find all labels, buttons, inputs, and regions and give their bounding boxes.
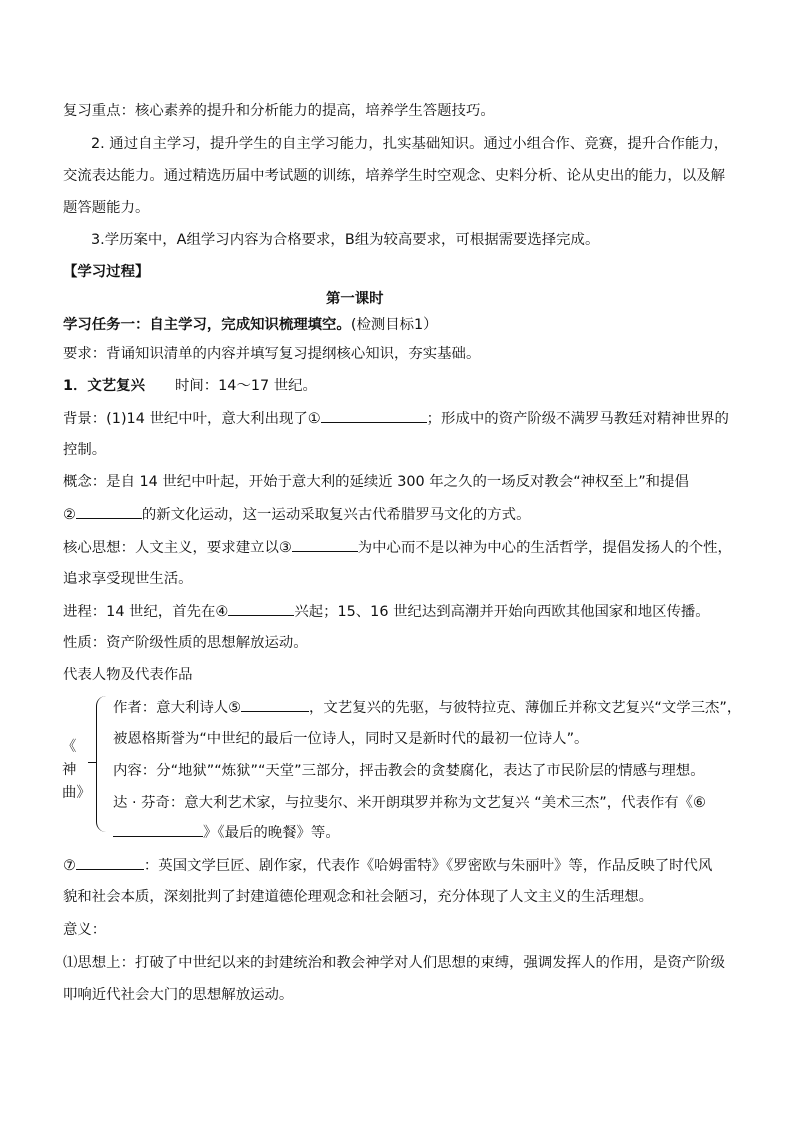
- learning-process-heading: 【学习过程】: [63, 264, 150, 280]
- core-idea-line-1: [63, 537, 732, 558]
- concept-marker: ②: [63, 507, 76, 523]
- nature-line: 性质：资产阶级性质的思想解放运动。: [63, 635, 308, 651]
- task-one-title: 学习任务一：自主学习，完成知识梳理填空。: [63, 317, 351, 333]
- concept-line-1: 概念：是自 14 世纪中叶起，开始于意大利的延续近 300 年之久的一场反对教会“神权至上”和提倡: [63, 474, 689, 490]
- topic-time: 时间：14～17 世纪。: [174, 378, 317, 394]
- objective-2-line-1: 2. 通过自主学习，提升学生的自主学习能力，扎实基础知识。通过小组合作、竞赛，提升合作能力，: [91, 136, 729, 152]
- davinci-line-2: [113, 822, 340, 843]
- davinci-text-b: 》《最后的晚餐》等。: [203, 825, 340, 841]
- background-line: [63, 408, 729, 429]
- significance-line-2: 叩响近代社会大门的思想解放运动。: [63, 987, 294, 1003]
- divine-comedy-label-3: 曲》: [62, 785, 91, 801]
- objective-2-line-3: 题答题能力。: [63, 200, 150, 216]
- core-idea-line-2: 追求享受现世生活。: [63, 571, 193, 587]
- core-text-b: 为中心而不是以神为中心的生活哲学，提倡发扬人的个性，: [357, 540, 732, 556]
- background-text-a: 背景：(1)14 世纪中叶，意大利出现了①: [63, 411, 321, 427]
- topic-title: 1．文艺复兴: [63, 378, 145, 394]
- dante-author-line: [113, 697, 741, 718]
- blank-4: [228, 601, 294, 616]
- review-focus-line: 复习重点：核心素养的提升和分析能力的提高，培养学生答题技巧。: [63, 103, 495, 119]
- task-one-line: [63, 315, 438, 335]
- lesson-title: 第一课时: [326, 291, 384, 307]
- dante-praise-line: 被恩格斯誉为“中世纪的最后一位诗人，同时又是新时代的最初一位诗人”。: [113, 731, 589, 747]
- dante-text-b: ，文艺复兴的先驱，与彼特拉克、薄伽丘并称文艺复兴“文学三杰”，: [309, 700, 742, 716]
- shakespeare-line-2: 貌和社会本质，深刻批判了封建道德伦理观念和社会陋习，充分体现了人文主义的生活理想。: [63, 889, 654, 905]
- background-line-2: 控制。: [63, 442, 107, 458]
- topic-line: [63, 376, 317, 396]
- significance-line-1: ⑴思想上：打破了中世纪以来的封建统治和教会神学对人们思想的束缚，强调发挥人的作用，是资产阶级: [63, 955, 725, 971]
- shakespeare-line-1: [63, 855, 712, 876]
- blank-7: [76, 855, 144, 870]
- progress-text-b: 兴起；15、16 世纪达到高潮并开始向西欧其他国家和地区传播。: [294, 604, 710, 620]
- divine-comedy-label-2: 神: [62, 762, 77, 778]
- curly-brace-tip: [88, 762, 97, 763]
- davinci-line-1: 达 · 芬奇：意大利艺术家，与拉斐尔、米开朗琪罗并称为文艺复兴 “美术三杰”，代表作有《⑥: [113, 795, 706, 811]
- requirement-line: 要求：背诵知识清单的内容并填写复习提纲核心知识，夯实基础。: [63, 346, 481, 362]
- objective-3-line: 3.学历案中，A组学习内容为合格要求，B组为较高要求，可根据需要选择完成。: [91, 232, 600, 248]
- dante-text-a: 作者：意大利诗人⑤: [113, 700, 242, 716]
- background-text-b: ；形成中的资产阶级不满罗马教廷对精神世界的: [426, 411, 729, 427]
- divine-content-line: 内容：分“地狱”“炼狱”“天堂”三部分，抨击教会的贪婪腐化，表达了市民阶层的情感与理想。: [113, 763, 705, 779]
- shakespeare-text-b: ：英国文学巨匠、剧作家，代表作《哈姆雷特》《罗密欧与朱丽叶》等，作品反映了时代风: [143, 858, 713, 874]
- objective-2-line-2: 交流表达能力。通过精选历届中考试题的训练，培养学生时空观念、史料分析、论从史出的能力，以及解: [63, 168, 725, 184]
- figures-heading: 代表人物及代表作品: [63, 667, 193, 683]
- core-text-a: 核心思想：人文主义，要求建立以③: [63, 540, 292, 556]
- blank-5: [241, 697, 309, 712]
- significance-heading: 意义：: [63, 922, 107, 938]
- blank-3: [292, 537, 358, 552]
- blank-6: [113, 822, 203, 837]
- divine-comedy-label-1: 《: [62, 739, 77, 755]
- concept-text-c: 的新文化运动，这一运动采取复兴古代希腊罗马文化的方式。: [141, 507, 531, 523]
- progress-text-a: 进程：14 世纪，首先在④: [63, 604, 229, 620]
- curly-brace: [96, 696, 107, 832]
- task-one-target: (检测目标1）: [350, 317, 438, 333]
- progress-line: [63, 601, 710, 622]
- blank-1: [321, 408, 427, 423]
- shakespeare-marker: ⑦: [63, 858, 76, 874]
- blank-2: [76, 504, 142, 519]
- concept-line-2: [63, 504, 530, 525]
